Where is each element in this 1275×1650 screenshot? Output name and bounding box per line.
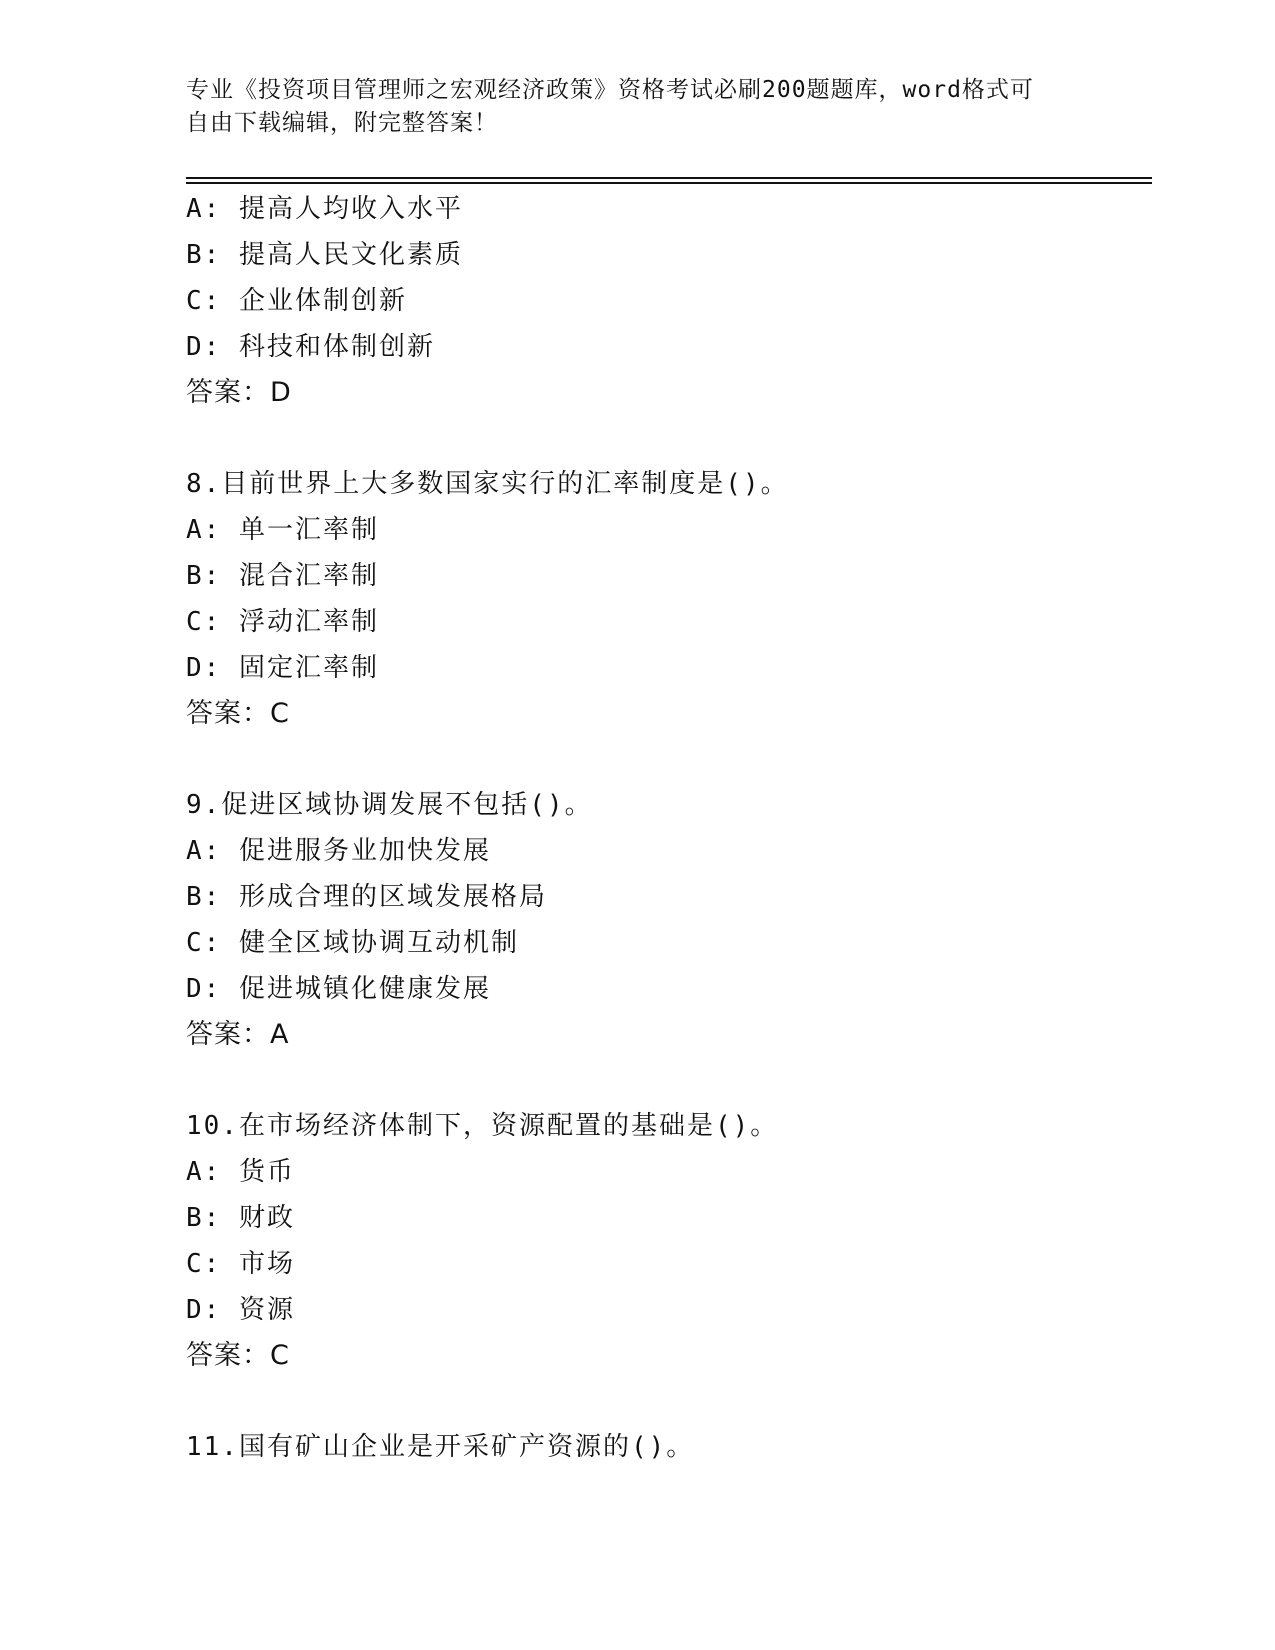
spacer — [186, 1379, 1152, 1424]
header-line-1: 专业《投资项目管理师之宏观经济政策》资格考试必刷200题题库，word格式可 — [186, 77, 1034, 103]
question-list — [186, 186, 1152, 1470]
option-b: B: 提高人民文化素质 — [186, 240, 463, 270]
question-10 — [186, 1103, 1152, 1379]
option-d: D: 促进城镇化健康发展 — [186, 974, 491, 1004]
option-c: C: 企业体制创新 — [186, 286, 407, 316]
answer: 答案：A — [186, 1019, 290, 1050]
document-header — [186, 74, 1086, 140]
answer: 答案：D — [186, 377, 292, 408]
option-a: A: 提高人均收入水平 — [186, 194, 463, 224]
question-stem: 10.在市场经济体制下，资源配置的基础是()。 — [186, 1111, 779, 1141]
option-c: C: 健全区域协调互动机制 — [186, 928, 519, 958]
option-c: C: 市场 — [186, 1249, 295, 1279]
header-divider-top — [186, 177, 1152, 179]
option-a: A: 单一汇率制 — [186, 515, 379, 545]
option-a: A: 促进服务业加快发展 — [186, 836, 491, 866]
header-line-2: 自由下载编辑，附完整答案！ — [186, 110, 498, 136]
spacer — [186, 737, 1152, 782]
question-11 — [186, 1424, 1152, 1470]
answer: 答案：C — [186, 698, 290, 729]
option-d: D: 科技和体制创新 — [186, 332, 435, 362]
option-b: B: 财政 — [186, 1203, 295, 1233]
option-b: B: 混合汇率制 — [186, 561, 379, 591]
question-9 — [186, 782, 1152, 1058]
option-a: A: 货币 — [186, 1157, 295, 1187]
option-b: B: 形成合理的区域发展格局 — [186, 882, 547, 912]
spacer — [186, 1058, 1152, 1103]
question-stem: 9.促进区域协调发展不包括()。 — [186, 790, 593, 820]
question-stem: 8.目前世界上大多数国家实行的汇率制度是()。 — [186, 469, 789, 499]
question-stem: 11.国有矿山企业是开采矿产资源的()。 — [186, 1432, 695, 1462]
spacer — [186, 416, 1152, 461]
option-c: C: 浮动汇率制 — [186, 607, 379, 637]
header-divider-bottom — [186, 182, 1152, 184]
option-d: D: 固定汇率制 — [186, 653, 379, 683]
answer: 答案：C — [186, 1340, 290, 1371]
question-8 — [186, 461, 1152, 737]
option-d: D: 资源 — [186, 1295, 295, 1325]
question-7-options — [186, 186, 1152, 416]
